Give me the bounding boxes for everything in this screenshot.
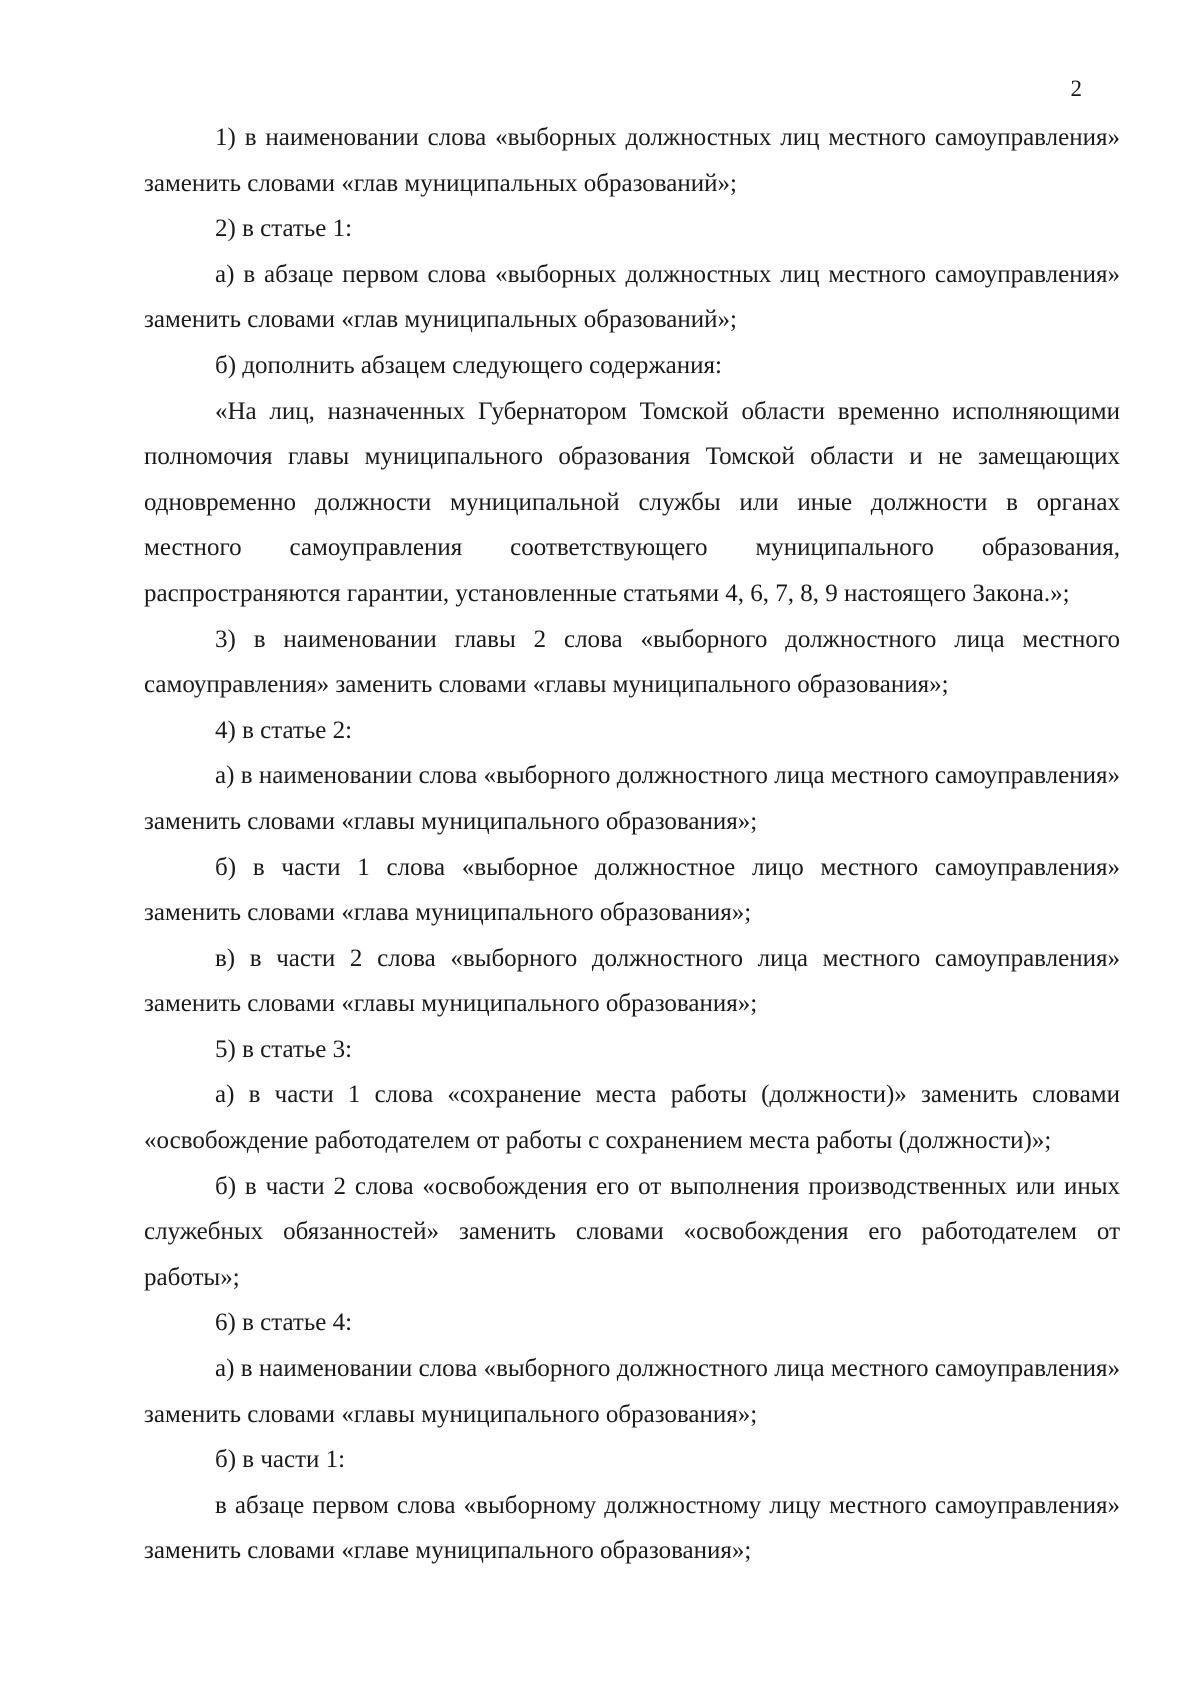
paragraph-item-2b: б) дополнить абзацем следующего содержания: [215,351,722,379]
paragraph-item-6b-first-abzac: в абзаце первом слова «выборному должностному лицу местного самоуправления» заменить словами «главе муниципального образования»; [144,1491,1120,1565]
paragraph-item-3-chapter-2: 3) в наименовании главы 2 слова «выборного должностного лица местного самоуправления» заменить словами «главы муниципального образования»; [144,625,1120,699]
document-body [144,115,1120,1574]
paragraph-item-2-article-1: 2) в статье 1: [215,215,353,243]
paragraph-item-5b: б) в части 2 слова «освобождения его от выполнения производственных или иных служебных обязанностей» заменить словами «освобождения его работодателем от работы»; [144,1172,1120,1291]
paragraph-item-1-title: 1) в наименовании слова «выборных должностных лиц местного самоуправления» заменить словами «глав муниципальных образований»; [144,124,1120,197]
paragraph-item-5-article-3: 5) в статье 3: [215,1035,353,1063]
paragraph-item-6b: б) в части 1: [215,1446,346,1474]
paragraph-item-5a: а) в части 1 слова «сохранение места работы (должности)» заменить словами «освобождение работодателем от работы с сохранением места работы (должности)»; [144,1081,1120,1155]
paragraph-item-2a: а) в абзаце первом слова «выборных должностных лиц местного самоуправления» заменить словами «глав муниципальных образований»; [144,260,1120,334]
page-number: 2 [1070,76,1082,101]
paragraph-quoted-addition: «На лиц, назначенных Губернатором Томской области временно исполняющими полномочия главы муниципального образования Томской области и не замещающих одновременно должности муниципальной службы или иные должности в органах местного самоуправления соответствующего муниципального образования, распространяются гарантии, установленные статьями 4, 6, 7, 8, 9 настоящего Закона.»; [144,397,1120,607]
paragraph-item-4b: б) в части 1 слова «выборное должностное лицо местного самоуправления» заменить словами «глава муниципального образования»; [144,853,1120,927]
paragraph-item-4a: а) в наименовании слова «выборного должностного лица местного самоуправления» заменить словами «главы муниципального образования»; [144,762,1120,835]
paragraph-item-6-article-4: 6) в статье 4: [215,1309,353,1337]
paragraph-item-4v: в) в части 2 слова «выборного должностного лица местного самоуправления» заменить словами «главы муниципального образования»; [144,944,1120,1018]
paragraph-item-6a: а) в наименовании слова «выборного должностного лица местного самоуправления» заменить словами «главы муниципального образования»; [144,1355,1120,1428]
paragraph-item-4-article-2: 4) в статье 2: [215,716,353,744]
